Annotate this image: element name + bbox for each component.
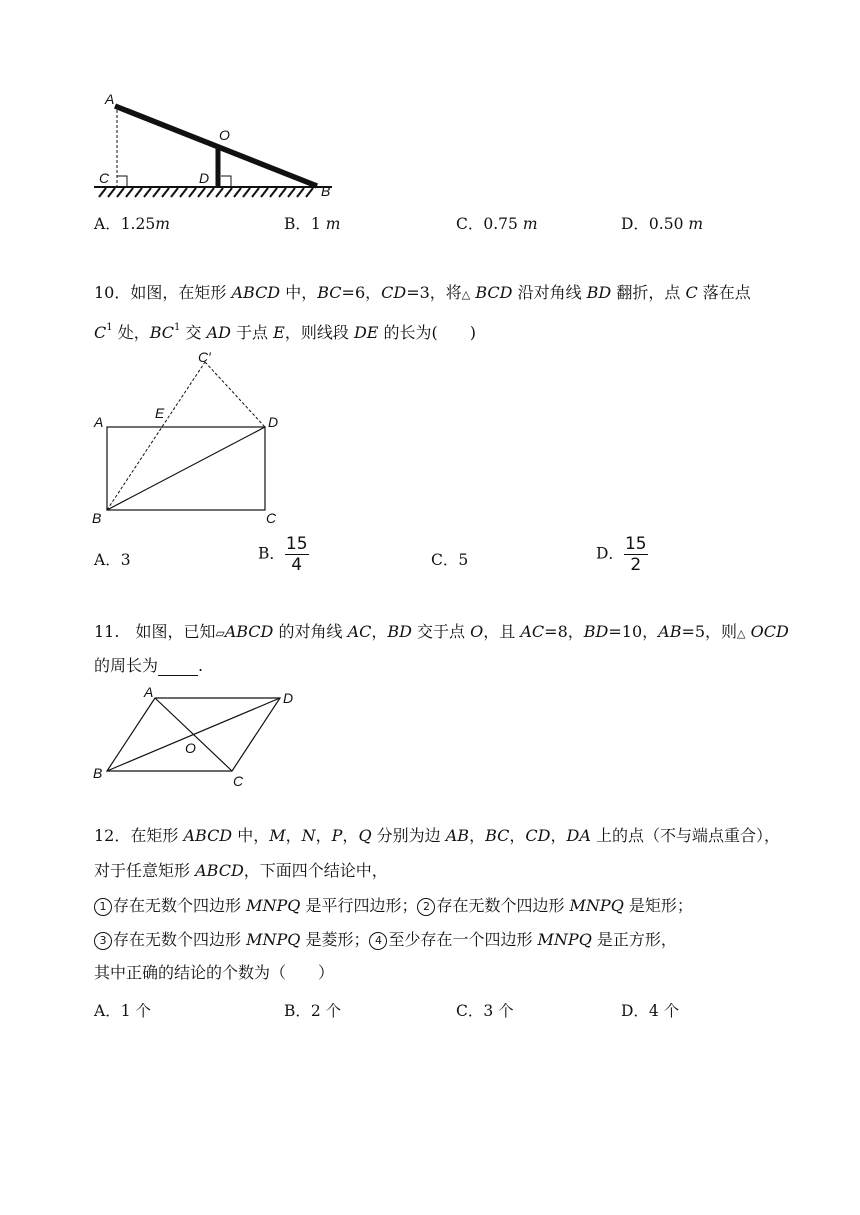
q10-option-b: B． $\frac{15}{4}$ xyxy=(258,534,308,575)
circled-number-3: 3 xyxy=(94,932,112,950)
answer-blank xyxy=(158,659,198,676)
q10-stem-line2: $C^1$ 处，$BC^1$ 交 AD 于点 E，则线段 DE 的长为( ) xyxy=(94,322,477,342)
q9-option-a: A．1.25m xyxy=(94,215,170,233)
right-angle-d xyxy=(221,176,231,186)
q11-stem-line1: 11. 如图，已知▱ABCD 的对角线 AC，BD 交于点 O，且 AC=8，BD=10，AB=5，则△ OCD xyxy=(94,622,789,641)
ground-hatching xyxy=(99,188,313,197)
q9-option-c: C．0.75 m xyxy=(456,215,538,233)
label-a: A xyxy=(94,414,104,430)
fraction-15-over-2: $\frac{15}{2}$ xyxy=(624,534,647,575)
q10-option-d: D． $\frac{15}{2}$ xyxy=(596,534,647,575)
parallelogram-figure xyxy=(88,682,308,792)
label-b: B xyxy=(92,510,102,526)
q10-option-c: C．5 xyxy=(431,551,469,569)
label-c: C xyxy=(99,170,110,186)
q12-stem-line1: 12．在矩形 ABCD 中，M，N，P，Q 分别为边 AB，BC，CD，DA 上的点（不与端点重合）， xyxy=(94,826,780,845)
fraction-15-over-4: $\frac{15}{4}$ xyxy=(285,534,308,575)
q12-stem-line2: 对于任意矩形 ABCD，下面四个结论中， xyxy=(94,861,388,880)
label-a: A xyxy=(105,91,115,107)
q12-question-line5: 其中正确的结论的个数为（ ） xyxy=(94,963,335,982)
dashed-segment-bc1 xyxy=(107,362,205,510)
diagonal-bd xyxy=(107,427,265,510)
q10-stem-line1: 10．如图，在矩形 ABCD 中，BC=6，CD=3，将△ BCD 沿对角线 BD 翻折，点 C 落在点 xyxy=(94,283,751,302)
label-d: D xyxy=(268,414,279,430)
label-c: C xyxy=(266,510,277,526)
label-d: D xyxy=(283,690,294,706)
circled-number-1: 1 xyxy=(94,898,112,916)
label-a: A xyxy=(144,684,154,700)
label-d: D xyxy=(199,170,210,186)
label-c-prime: C′ xyxy=(198,350,211,365)
diagonal-bd xyxy=(107,698,280,771)
q10-option-a: A．3 xyxy=(94,551,131,569)
label-o: O xyxy=(219,127,230,143)
q12-option-c: C．3 个 xyxy=(456,1002,514,1020)
q9-option-b: B．1 m xyxy=(284,215,341,233)
q12-statements-line3: 1 存在无数个四边形 MNPQ 是平行四边形； 2 存在无数个四边形 MNPQ 是矩形； xyxy=(94,896,693,916)
q12-statements-line4: 3 存在无数个四边形 MNPQ 是菱形； 4 至少存在一个四边形 MNPQ 是正方形， xyxy=(94,930,677,950)
seesaw-figure xyxy=(85,88,335,200)
dashed-segment-c1d xyxy=(205,362,265,427)
label-b: B xyxy=(93,765,103,781)
q11-stem-line2: 的周长为 . xyxy=(94,656,204,675)
label-c: C xyxy=(233,773,244,789)
q12-option-d: D．4 个 xyxy=(621,1002,680,1020)
label-e: E xyxy=(155,405,165,421)
q9-option-d: D．0.50 m xyxy=(621,215,704,233)
rectangle-fold-figure xyxy=(88,350,288,530)
circled-number-2: 2 xyxy=(417,898,435,916)
circled-number-4: 4 xyxy=(369,932,387,950)
q12-option-a: A．1 个 xyxy=(94,1002,151,1020)
label-b: B xyxy=(321,183,331,199)
label-o: O xyxy=(185,740,196,756)
right-angle-c xyxy=(117,176,127,186)
q12-option-b: B．2 个 xyxy=(284,1002,342,1020)
